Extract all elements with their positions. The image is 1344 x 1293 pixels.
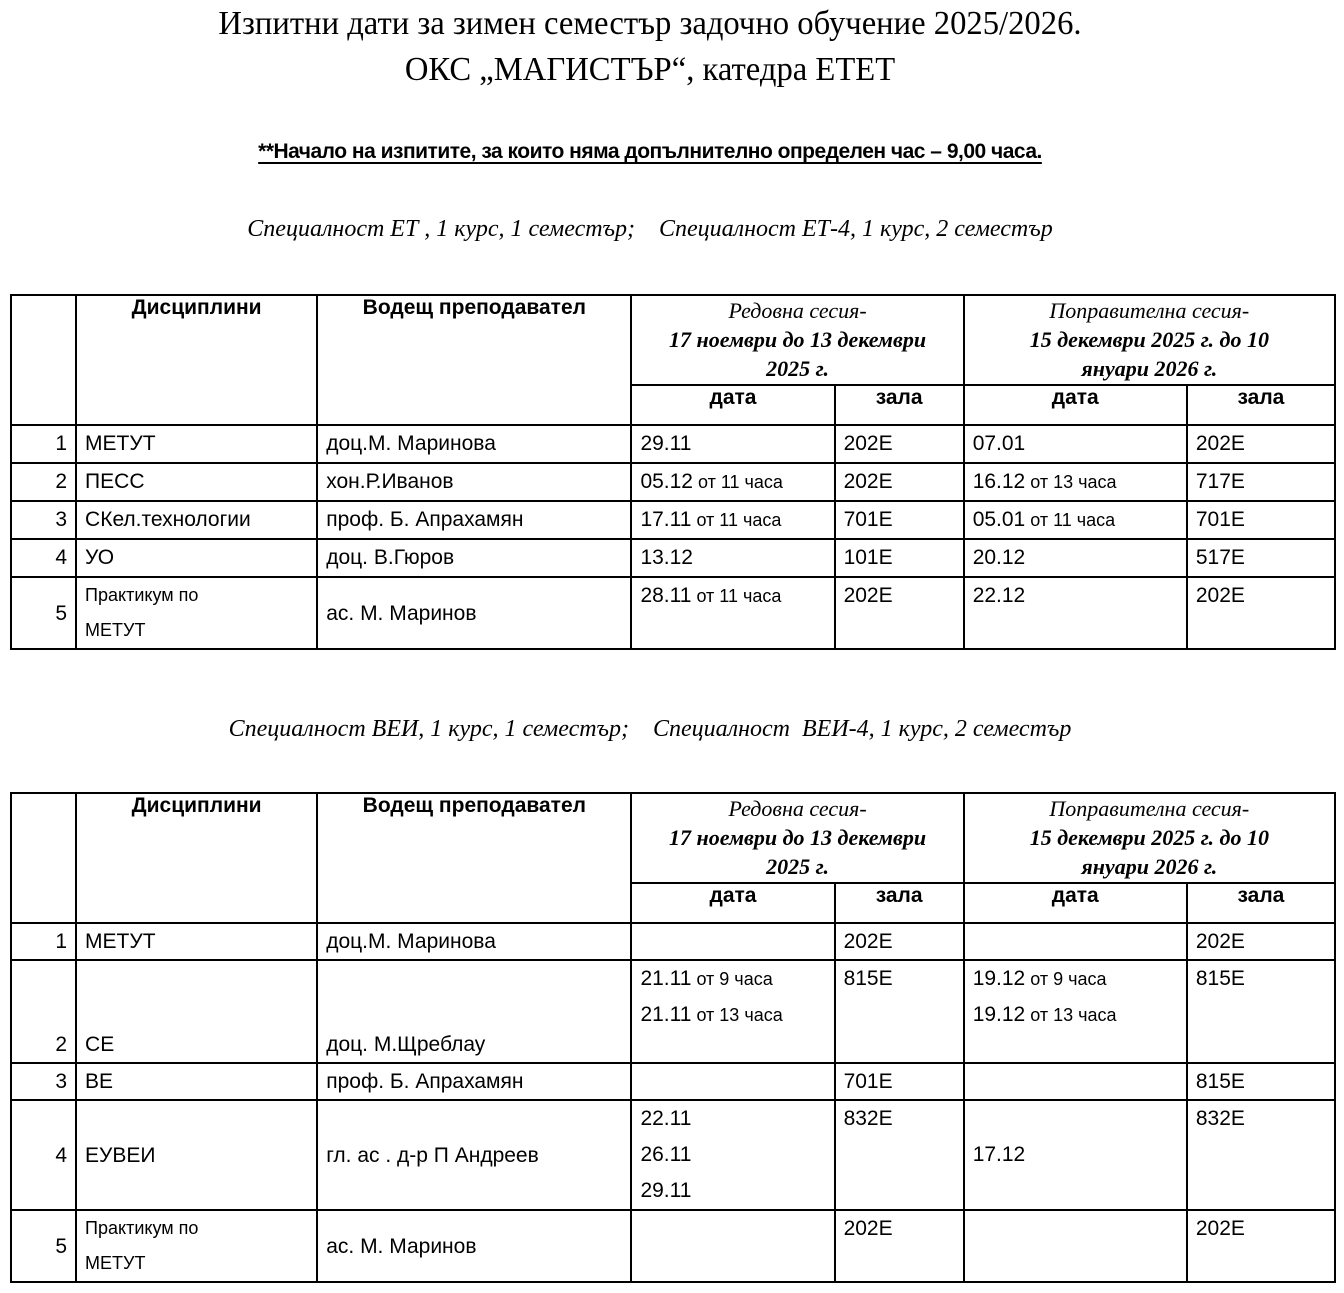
exam-date: 26.11 [640,1143,692,1166]
exam-time: от 11 часа [693,472,783,492]
table-row [11,1100,1335,1210]
regular-session-year: 2025 г. [766,356,829,381]
resit-date-cell [964,1210,1187,1282]
date-entry [640,1137,825,1173]
specialty-heading-et: Специалност ЕТ , 1 курс, 1 семестър; Специалност ЕТ-4, 1 курс, 2 семестър [247,216,1053,242]
header-row [11,295,1335,385]
exam-date: 05.12 [640,470,693,493]
discipline-cell: СЕ [76,960,317,1063]
lecturer-cell: доц.М. Маринова [317,923,631,960]
date-entry [640,426,825,462]
discipline-name-line2: МЕТУТ [85,1253,146,1273]
resit-room-cell: 517Е [1187,539,1335,577]
row-number: 2 [11,960,76,1063]
date-entry [973,578,1178,614]
header-row [11,793,1335,883]
regular-room-cell: 101Е [835,539,964,577]
regular-session-label: Редовна сесия- [728,796,867,821]
discipline-cell: ВЕ [76,1063,317,1100]
discipline-cell: МЕТУТ [76,923,317,960]
exam-time: от 11 часа [1025,510,1116,530]
discipline-name-line1: Практикум по [85,585,199,605]
discipline-cell [76,577,317,649]
regular-room-cell: 202Е [835,577,964,649]
regular-room-cell: 701Е [835,501,964,539]
regular-date-cell [631,463,834,501]
date-entry [973,1137,1178,1173]
exam-date: 07.01 [972,432,1026,455]
regular-room-cell: 202Е [835,463,964,501]
resit-date-cell [964,1100,1187,1210]
header-regular-room: зала [835,883,964,923]
header-resit-session [964,295,1335,385]
header-number [11,793,76,923]
resit-session-year: януари 2026 г. [1081,356,1218,381]
header-disciplines: Дисциплини [76,793,317,923]
regular-date-cell [631,425,834,463]
exam-date: 19.12 [972,967,1026,990]
exam-schedule-table-et [10,294,1336,650]
exam-date: 05.01 [972,508,1026,531]
discipline-cell: УО [76,539,317,577]
resit-room-cell: 202Е [1187,1210,1335,1282]
row-number: 5 [11,577,76,649]
resit-session-year: януари 2026 г. [1081,854,1218,879]
discipline-cell: СКел.технологии [76,501,317,539]
exam-start-note: **Начало на изпитите, за които няма допълнително определен час – 9,00 часа. [258,140,1042,163]
lecturer-cell: ас. М. Маринов [317,577,631,649]
date-entry [640,961,825,997]
row-number: 1 [11,425,76,463]
exam-time: от 13 часа [691,1005,783,1025]
resit-session-label: Поправителна сесия- [1049,796,1250,821]
lecturer-cell: доц. М.Щреблау [317,960,631,1063]
regular-date-cell [631,1210,834,1282]
resit-room-cell: 832Е [1187,1100,1335,1210]
document-subtitle: ОКС „МАГИСТЪР“, катедра ЕТЕТ [404,51,896,88]
exam-date: 21.11 [640,967,692,990]
header-resit-session [964,793,1335,883]
header-regular-room: зала [835,385,964,425]
date-entry [640,464,825,500]
resit-room-cell: 815Е [1187,960,1335,1063]
discipline-name-line1: Практикум по [85,1218,199,1238]
header-disciplines: Дисциплини [76,295,317,425]
header-resit-date: дата [964,385,1187,425]
table-row [11,1063,1335,1100]
header-lecturer: Водещ преподавател [317,295,631,425]
lecturer-cell: хон.Р.Иванов [317,463,631,501]
exam-date: 21.11 [640,1003,692,1026]
table-row [11,425,1335,463]
resit-room-cell: 202Е [1187,923,1335,960]
resit-date-cell [964,923,1187,960]
header-lecturer: Водещ преподавател [317,793,631,923]
table-row [11,1210,1335,1282]
exam-date: 28.11 [640,584,692,607]
regular-date-cell [631,1100,834,1210]
exam-date: 19.12 [972,1003,1026,1026]
resit-session-label: Поправителна сесия- [1049,298,1250,323]
regular-room-cell: 202Е [835,425,964,463]
table-row [11,463,1335,501]
regular-session-range: 17 ноември до 13 декември [669,327,927,352]
discipline-cell: МЕТУТ [76,425,317,463]
row-number: 3 [11,1063,76,1100]
date-entry [973,502,1178,538]
exam-date: 13.12 [640,546,693,569]
exam-date: 22.12 [972,584,1026,607]
regular-date-cell [631,539,834,577]
regular-room-cell: 701Е [835,1063,964,1100]
discipline-cell: ПЕСС [76,463,317,501]
lecturer-cell: проф. Б. Апрахамян [317,1063,631,1100]
table-row [11,960,1335,1063]
date-entry [973,540,1178,576]
resit-date-cell [964,960,1187,1063]
lecturer-cell: гл. ас . д-р П Андреев [317,1100,631,1210]
regular-room-cell: 202Е [835,923,964,960]
exam-time: от 13 часа [1025,1005,1117,1025]
date-entry [973,426,1178,462]
regular-room-cell: 832Е [835,1100,964,1210]
header-resit-room: зала [1187,883,1335,923]
header-number [11,295,76,425]
exam-time: от 9 часа [691,969,773,989]
resit-date-cell [964,425,1187,463]
exam-date: 17.12 [972,1143,1026,1166]
date-entry [640,502,825,538]
row-number: 3 [11,501,76,539]
regular-room-cell: 202Е [835,1210,964,1282]
date-entry [973,464,1178,500]
date-entry [640,540,825,576]
header-regular-session [631,295,963,385]
date-entry [973,961,1178,997]
resit-room-cell: 701Е [1187,501,1335,539]
date-entry [640,997,825,1033]
header-regular-date: дата [631,385,834,425]
exam-date: 22.11 [640,1107,692,1130]
regular-session-year: 2025 г. [766,854,829,879]
resit-room-cell: 815Е [1187,1063,1335,1100]
exam-time: от 13 часа [1025,472,1117,492]
row-number: 4 [11,1100,76,1210]
header-resit-date: дата [964,883,1187,923]
date-entry [640,578,825,614]
lecturer-cell: доц.М. Маринова [317,425,631,463]
regular-date-cell [631,501,834,539]
table-row [11,539,1335,577]
header-resit-room: зала [1187,385,1335,425]
resit-date-cell [964,539,1187,577]
regular-session-range: 17 ноември до 13 декември [669,825,927,850]
date-entry [640,1101,825,1137]
discipline-cell [76,1210,317,1282]
row-number: 5 [11,1210,76,1282]
exam-time: от 9 часа [1025,969,1107,989]
exam-date: 17.11 [640,508,692,531]
exam-date: 20.12 [972,546,1026,569]
table-row [11,577,1335,649]
resit-room-cell: 717Е [1187,463,1335,501]
resit-room-cell: 202Е [1187,577,1335,649]
row-number: 2 [11,463,76,501]
table-row [11,923,1335,960]
exam-time: от 11 часа [691,586,782,606]
row-number: 4 [11,539,76,577]
specialty-heading-vei: Специалност ВЕИ, 1 курс, 1 семестър; Специалност ВЕИ-4, 1 курс, 2 семестър [228,716,1072,742]
exam-schedule-table-vei [10,792,1336,1283]
resit-date-cell [964,463,1187,501]
regular-date-cell [631,1063,834,1100]
row-number: 1 [11,923,76,960]
exam-date: 16.12 [972,470,1026,493]
resit-date-cell [964,1063,1187,1100]
document-title: Изпитни дати за зимен семестър задочно обучение 2025/2026. [218,5,1082,42]
resit-date-cell [964,501,1187,539]
regular-date-cell [631,577,834,649]
lecturer-cell: доц. В.Гюров [317,539,631,577]
date-entry [640,1173,825,1209]
exam-date: 29.11 [640,432,692,455]
exam-time: от 11 часа [691,510,782,530]
lecturer-cell: проф. Б. Апрахамян [317,501,631,539]
header-regular-date: дата [631,883,834,923]
table-row [11,501,1335,539]
lecturer-cell: ас. М. Маринов [317,1210,631,1282]
resit-room-cell: 202Е [1187,425,1335,463]
regular-date-cell [631,960,834,1063]
resit-session-range: 15 декември 2025 г. до 10 [1029,327,1269,352]
regular-room-cell: 815Е [835,960,964,1063]
regular-date-cell [631,923,834,960]
resit-date-cell [964,577,1187,649]
discipline-name-line2: МЕТУТ [85,620,146,640]
discipline-cell: ЕУВЕИ [76,1100,317,1210]
resit-session-range: 15 декември 2025 г. до 10 [1029,825,1269,850]
date-entry [973,997,1178,1033]
regular-session-label: Редовна сесия- [728,298,867,323]
exam-date: 29.11 [640,1179,692,1202]
header-regular-session [631,793,963,883]
